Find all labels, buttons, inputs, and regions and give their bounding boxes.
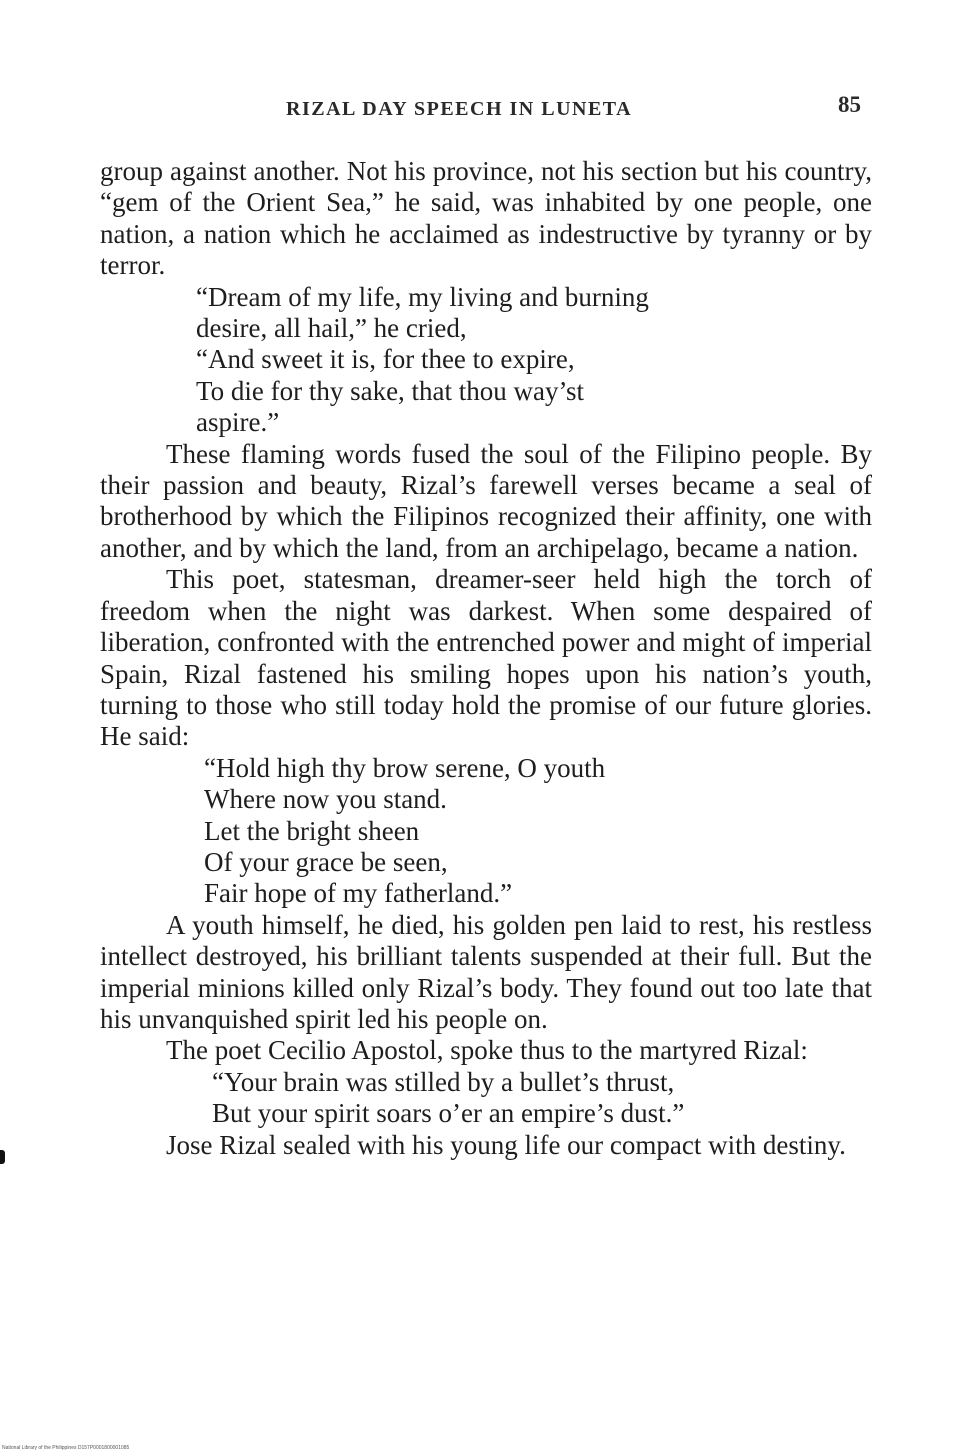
verse-block-3 — [100, 1067, 872, 1130]
verse-block-2 — [100, 753, 872, 910]
paragraph-6: Jose Rizal sealed with his young life our compact with destiny. — [166, 1129, 846, 1160]
paragraph-2: These flaming words fused the soul of the Filipino people. By their passion and beauty, Rizal’s farewell verses became a seal of brotherhood by which the Filipinos recognized their affinity, one with another, and by which the land, from an archipelago, became a nation. — [100, 438, 872, 563]
verse-line: “Your brain was stilled by a bullet’s thrust, — [212, 1066, 675, 1097]
verse-line: Let the bright sheen — [204, 815, 420, 846]
page-number: 85 — [838, 92, 861, 117]
archive-footer: National Library of the Philippines D157P0001800001085 — [2, 1445, 130, 1451]
paragraph-1: group against another. Not his province, not his section but his country, “gem of the Orient Sea,” he said, was inhabited by one people, one nation, a nation which he acclaimed as indestructive by tyranny or by terror. — [100, 156, 872, 281]
running-title: RIZAL DAY SPEECH IN LUNETA — [286, 98, 633, 120]
verse-line: aspire.” — [196, 407, 280, 438]
verse-block-1 — [100, 282, 872, 439]
paragraph-3: This poet, statesman, dreamer-seer held high the torch of freedom when the night was darkest. When some despaired of liberation, confronted with the entrenched power and might of imperial Spain, Rizal fastened his smiling hopes upon his nation’s youth, turning to those who still today hold the promise of our future glories. He said: — [100, 564, 872, 752]
scan-edge-mark — [0, 1150, 5, 1164]
verse-line: desire, all hail,” he cried, — [196, 313, 467, 344]
verse-line: “Dream of my life, my living and burning — [196, 281, 649, 312]
paragraph-4: A youth himself, he died, his golden pen laid to rest, his restless intellect destroyed, his brilliant talents suspended at their full. But the imperial minions killed only Rizal’s body. They found out too late that his unvanquished spirit led his people on. — [100, 909, 872, 1034]
verse-line: “Hold high thy brow serene, O youth — [204, 752, 606, 783]
verse-line: “And sweet it is, for thee to expire, — [196, 344, 575, 375]
verse-line: To die for thy sake, that thou way’st — [196, 375, 585, 406]
verse-line: Where now you stand. — [204, 784, 447, 815]
verse-line: Of your grace be seen, — [204, 846, 448, 877]
paragraph-5: The poet Cecilio Apostol, spoke thus to the martyred Rizal: — [166, 1035, 808, 1066]
verse-line: But your spirit soars o’er an empire’s dust.” — [212, 1098, 685, 1129]
body-text — [100, 156, 872, 1161]
verse-line: Fair hope of my fatherland.” — [204, 878, 513, 909]
